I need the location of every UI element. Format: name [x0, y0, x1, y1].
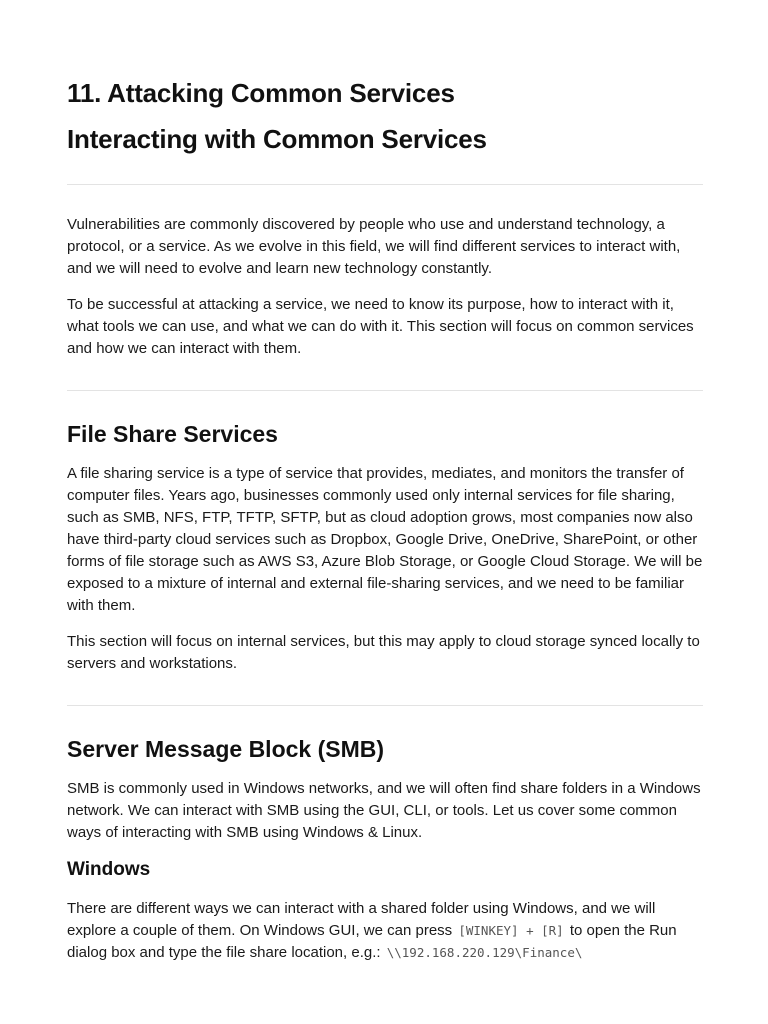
- file-share-heading: File Share Services: [67, 421, 278, 447]
- page-title: 11. Attacking Common Services: [67, 78, 455, 108]
- windows-heading: Windows: [67, 859, 151, 880]
- smb-section: [67, 735, 703, 844]
- file-share-section: [67, 420, 703, 675]
- file-share-paragraph-1: A file sharing service is a type of service that provides, mediates, and monitors the transfer of computer files. Years ago, businesses commonly used only internal services for file sharing, such as SMB, NFS, FTP, TFTP, SFTP, but as cloud adoption grows, most companies now also have third-party cloud services such as Dropbox, Google Drive, OneDrive, SharePoint, or other forms of file storage such as AWS S3, Azure Blob Storage, or Google Cloud Storage. We will be exposed to a mixture of internal and external file-sharing services, and we need to be familiar with them.: [67, 465, 703, 614]
- divider: [67, 184, 703, 185]
- intro-paragraph-1: Vulnerabilities are commonly discovered by people who use and understand technology, a protocol, or a service. As we evolve in this field, we will find different services to interact with, and we will need to evolve and learn new technology constantly.: [67, 216, 681, 277]
- smb-paragraph-1: SMB is commonly used in Windows networks, and we will often find share folders in a Windows network. We can interact with SMB using the GUI, CLI, or tools. Let us cover some common ways of interacting with SMB using Windows & Linux.: [67, 780, 701, 841]
- windows-section: [67, 858, 703, 964]
- intro-section: [67, 214, 703, 360]
- file-share-paragraph-2: This section will focus on internal services, but this may apply to cloud storage synced locally to servers and workstations.: [67, 633, 700, 672]
- inline-code-winkey: [WINKEY] + [R]: [458, 923, 564, 938]
- divider: [67, 390, 703, 391]
- intro-paragraph-2: To be successful at attacking a service, we need to know its purpose, how to interact with it, what tools we can use, and what we can do with it. This section will focus on common services and how we can interact with them.: [67, 296, 694, 357]
- page-subtitle: Interacting with Common Services: [67, 124, 487, 154]
- divider: [67, 705, 703, 706]
- inline-code-share-path: \\192.168.220.129\Finance\: [386, 945, 583, 960]
- windows-text-start: There are different ways we can interact with a shared folder using Windows, and we will explore a couple of them. On Windows GUI, we can press: [67, 900, 656, 939]
- windows-text-mid: to open the Run dialog box and type the file share location, e.g.:: [67, 922, 677, 961]
- windows-paragraph-1: [67, 898, 703, 964]
- smb-heading: Server Message Block (SMB): [67, 736, 385, 762]
